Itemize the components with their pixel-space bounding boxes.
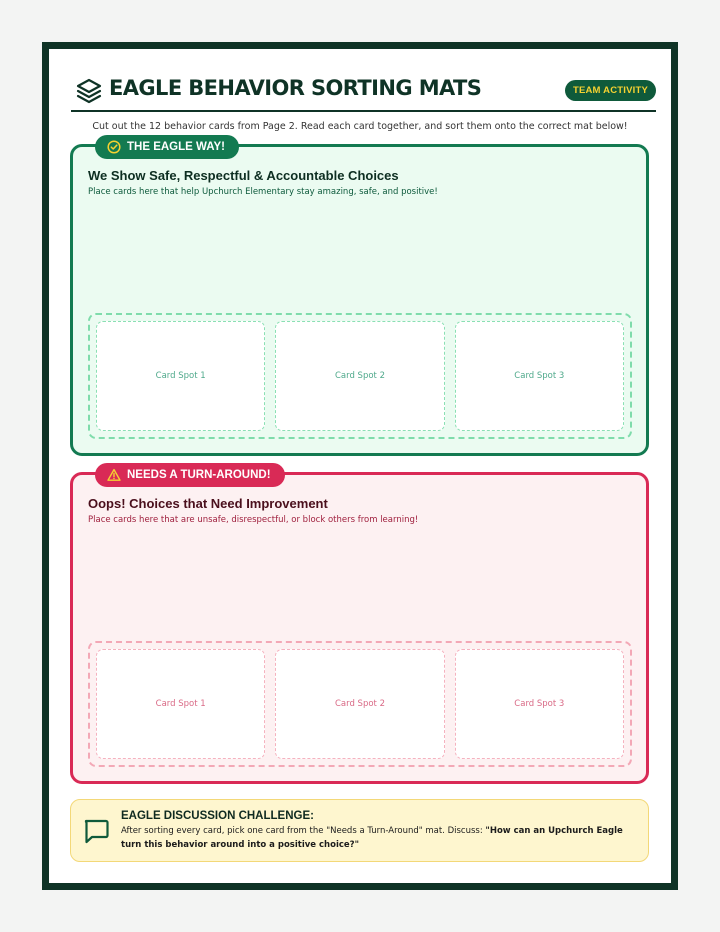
card-spot-1[interactable]: Card Spot 1	[96, 321, 265, 431]
mat-subtitle: Place cards here that help Upchurch Elementary stay amazing, safe, and positive!	[88, 187, 438, 197]
turn-around-tag	[95, 463, 285, 487]
card-drop-zone	[88, 313, 632, 439]
card-spot-1[interactable]: Card Spot 1	[96, 649, 265, 759]
challenge-question: "How can an Upchurch Eagle turn this behavior around into a positive choice?"	[121, 826, 623, 850]
header	[71, 72, 656, 112]
eagle-way-tag	[95, 135, 239, 159]
mat-subtitle: Place cards here that are unsafe, disrespectful, or block others from learning!	[88, 515, 419, 525]
chat-bubble-icon	[82, 817, 110, 845]
challenge-body	[121, 824, 636, 852]
card-spot-3[interactable]: Card Spot 3	[455, 321, 624, 431]
card-drop-zone	[88, 641, 632, 767]
warning-triangle-icon	[107, 468, 121, 482]
team-activity-badge: TEAM ACTIVITY	[565, 80, 656, 101]
mat-title: Oops! Choices that Need Improvement	[88, 496, 328, 511]
card-spot-2[interactable]: Card Spot 2	[275, 649, 444, 759]
discussion-challenge	[70, 799, 649, 862]
tag-label: THE EAGLE WAY!	[127, 141, 225, 153]
check-circle-icon	[107, 140, 121, 154]
challenge-title: EAGLE DISCUSSION CHALLENGE:	[121, 810, 314, 822]
turn-around-mat	[70, 469, 649, 784]
layers-icon	[76, 78, 102, 104]
worksheet	[42, 42, 678, 890]
card-spot-3[interactable]: Card Spot 3	[455, 649, 624, 759]
eagle-way-mat	[70, 141, 649, 456]
tag-label: NEEDS A TURN-AROUND!	[127, 469, 271, 481]
mat-title: We Show Safe, Respectful & Accountable Choices	[88, 168, 399, 183]
card-spot-2[interactable]: Card Spot 2	[275, 321, 444, 431]
page-title: EAGLE BEHAVIOR SORTING MATS	[109, 76, 482, 100]
challenge-text: After sorting every card, pick one card from the "Needs a Turn-Around" mat. Discuss:	[121, 826, 486, 836]
instructions: Cut out the 12 behavior cards from Page 2. Read each card together, and sort them onto the correct mat below!	[92, 121, 628, 132]
